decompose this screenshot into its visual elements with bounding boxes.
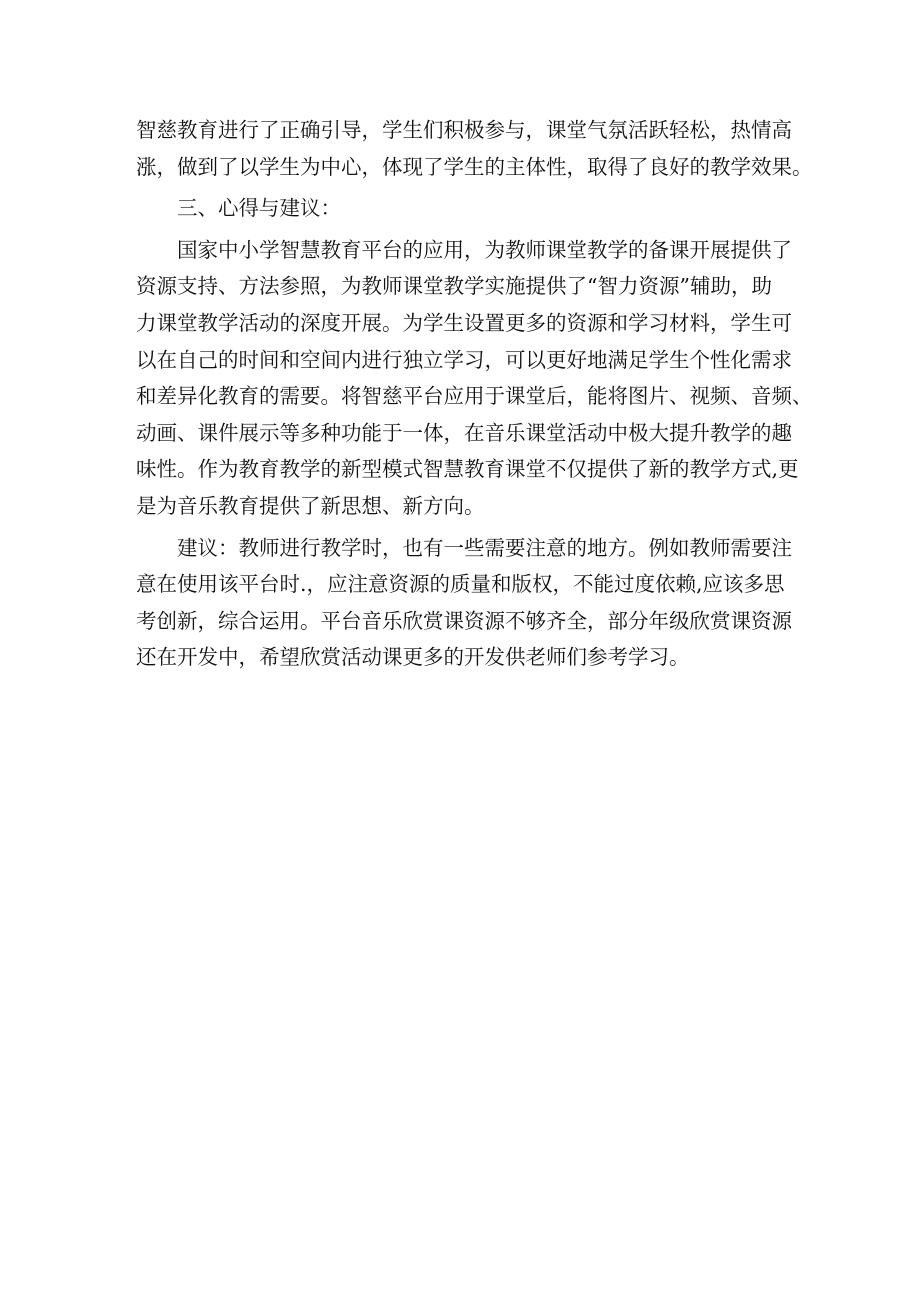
text-line: 动画、课件展示等多种功能于一体，在音乐课堂活动中极大提升教学的趣 (136, 420, 792, 445)
text-line: 建议：教师进行教学时，也有一些需要注意的地方。例如教师需要注 (136, 535, 792, 560)
document-body (136, 112, 813, 676)
text-line: 意在使用该平台时.，应注意资源的质量和版权，不能过度依赖,应该多思 (136, 572, 785, 597)
paragraph-continuation (136, 112, 813, 185)
text-line: 味性。作为教育教学的新型模式智慧教育课堂不仅提供了新的教学方式,更 (136, 457, 799, 482)
text-line: 力课堂教学活动的深度开展。为学生设置更多的资源和学习材料，学生可 (136, 310, 792, 335)
text-line: 涨，做到了以学生为中心，体现了学生的主体性，取得了良好的教学效果。 (136, 154, 813, 179)
text-line: 国家中小学智慧教育平台的应用，为教师课堂教学的备课开展提供了 (136, 237, 792, 262)
text-line: 资源支持、方法参照，为教师课堂教学实施提供了“智力资源”辅助，助 (136, 274, 772, 299)
paragraph-suggestion (136, 530, 796, 676)
text-line: 是为音乐教育提供了新思想、新方向。 (136, 493, 485, 518)
section-heading: 三、心得与建议： (136, 196, 341, 221)
text-line: 考创新，综合运用。平台音乐欣赏课资源不够齐全，部分年级欣赏课资源 (136, 608, 792, 633)
text-line: 以在自己的时间和空间内进行独立学习，可以更好地满足学生个性化需求 (136, 347, 792, 372)
text-line: 和差异化教育的需要。将智慈平台应用于课堂后，能将图片、视频、音频、 (136, 384, 813, 409)
text-line: 还在开发中，希望欣赏活动课更多的开发供老师们参考学习。 (136, 645, 690, 670)
text-line: 智慈教育进行了正确引导，学生们积极参与，课堂气氛活跃轻松，热情高 (136, 118, 792, 142)
paragraph-platform (136, 232, 813, 525)
